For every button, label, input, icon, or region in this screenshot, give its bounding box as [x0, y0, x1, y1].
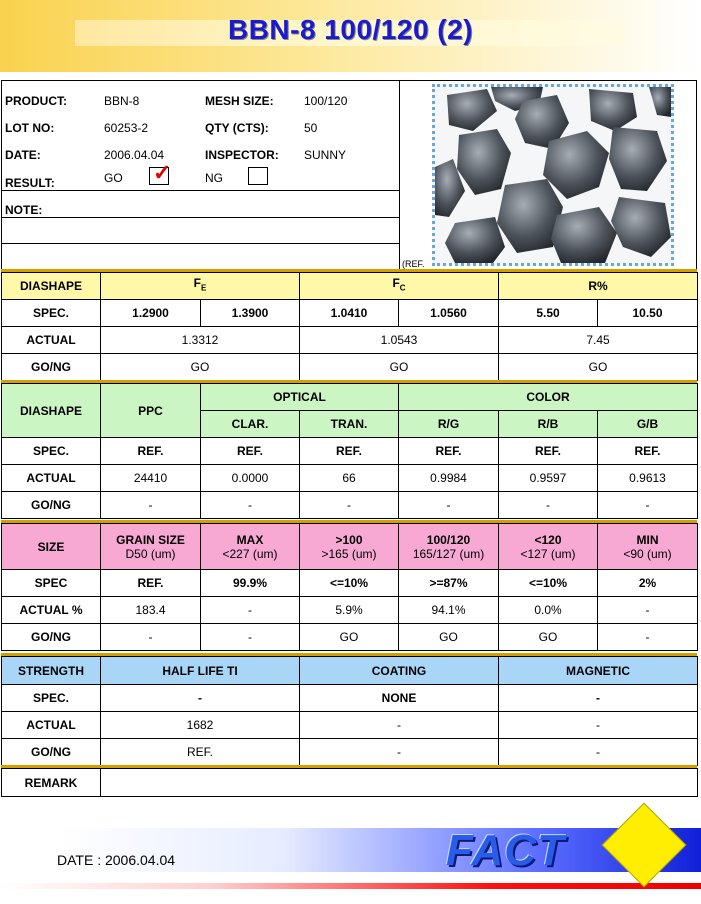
- table-cell: 0.0%: [499, 597, 598, 624]
- checkmark-icon: ✓: [153, 160, 172, 185]
- row-label: SPEC.: [2, 300, 101, 327]
- column-header-line2: <90 (um): [623, 546, 672, 561]
- table-row: [2, 465, 698, 492]
- table-cell: 0.9597: [499, 465, 598, 492]
- strength-table: [1, 656, 698, 766]
- diashape-optical-table: [1, 383, 698, 519]
- column-header: [598, 524, 698, 570]
- column-header: CLAR.: [201, 411, 300, 438]
- table-cell: 0.9984: [399, 465, 499, 492]
- table-cell: 1.0560: [399, 300, 499, 327]
- footer-red-stripe: [0, 883, 701, 889]
- table-cell: 99.9%: [201, 570, 300, 597]
- remark-table: [1, 768, 698, 797]
- table-header-row: [2, 524, 698, 570]
- table-cell: 24410: [101, 465, 201, 492]
- table-cell: -: [598, 597, 698, 624]
- table-cell: 1.3900: [201, 300, 300, 327]
- mesh-value: 100/120: [304, 94, 348, 108]
- row-label: SPEC: [2, 570, 101, 597]
- column-header: TRAN.: [300, 411, 399, 438]
- table-cell: <=10%: [499, 570, 598, 597]
- column-header-line1: MAX: [236, 532, 264, 547]
- divider: [2, 217, 399, 218]
- table-row: [2, 300, 698, 327]
- optical-header: OPTICAL: [201, 384, 399, 411]
- table-cell: -: [201, 492, 300, 519]
- remark-value: [101, 769, 698, 797]
- diashape-ratio-table: [1, 272, 698, 381]
- row-label: SPEC.: [2, 438, 101, 465]
- table-cell: 94.1%: [399, 597, 499, 624]
- column-header: [101, 524, 201, 570]
- table-cell: 0.9613: [598, 465, 698, 492]
- ng-option-label: NG: [205, 171, 223, 185]
- row-label: ACTUAL %: [2, 597, 101, 624]
- row-label: GO/NG: [2, 354, 101, 381]
- info-fields: [2, 81, 400, 269]
- grit-image: [435, 87, 671, 263]
- date-label: DATE:: [5, 148, 41, 162]
- table-row: [2, 739, 698, 766]
- product-value: BBN-8: [104, 94, 140, 108]
- table-cell: REF.: [101, 570, 201, 597]
- table-cell: <=10%: [300, 570, 399, 597]
- table-cell: 1.2900: [101, 300, 201, 327]
- table-cell: 1.3312: [101, 327, 300, 354]
- table-cell: -: [101, 685, 300, 712]
- column-header: MAGNETIC: [499, 657, 698, 685]
- column-header-line1: 100/120: [426, 532, 471, 547]
- column-header-line1: GRAIN SIZE: [116, 532, 185, 547]
- column-header: [399, 524, 499, 570]
- table-cell: 5.50: [499, 300, 598, 327]
- column-header: [499, 524, 598, 570]
- table-header-row: [2, 657, 698, 685]
- column-header-line1: >100: [335, 532, 363, 547]
- table-cell: -: [300, 712, 499, 739]
- table-cell: -: [598, 492, 698, 519]
- table-cell: -: [201, 624, 300, 651]
- table-cell: 183.4: [101, 597, 201, 624]
- row-label: GO/NG: [2, 492, 101, 519]
- remark-row: [2, 769, 698, 797]
- table-cell: 1.0543: [300, 327, 499, 354]
- note-label: NOTE:: [5, 203, 43, 217]
- table-row: [2, 570, 698, 597]
- product-label: PRODUCT:: [5, 94, 67, 108]
- table-cell: 1.0410: [300, 300, 399, 327]
- table-row: [2, 597, 698, 624]
- row-label: ACTUAL: [2, 465, 101, 492]
- table-cell: GO: [300, 354, 499, 381]
- table-cell: REF.: [598, 438, 698, 465]
- table-cell: -: [399, 492, 499, 519]
- row-label: ACTUAL: [2, 712, 101, 739]
- table-cell: NONE: [300, 685, 499, 712]
- inspector-label: INSPECTOR:: [205, 148, 279, 162]
- table-cell: -: [499, 712, 698, 739]
- column-header: R/G: [399, 411, 499, 438]
- column-header: [201, 524, 300, 570]
- table-row: [2, 685, 698, 712]
- ng-checkbox[interactable]: [248, 167, 268, 185]
- table-row: [2, 327, 698, 354]
- page-title: BBN-8 100/120 (2): [227, 14, 474, 45]
- table-cell: REF.: [201, 438, 300, 465]
- ppc-header: PPC: [101, 384, 201, 438]
- fc-letter: F: [392, 276, 400, 291]
- table-header-row: [2, 384, 698, 411]
- row-label: GO/NG: [2, 624, 101, 651]
- fact-logo: FACT: [446, 826, 565, 875]
- divider: [2, 243, 399, 244]
- table-cell: REF.: [101, 739, 300, 766]
- remark-label: REMARK: [2, 769, 101, 797]
- photo-ref-label: (REF.: [402, 259, 425, 269]
- table-cell: GO: [399, 624, 499, 651]
- mesh-label: MESH SIZE:: [205, 94, 274, 108]
- column-header-line2: >165 (um): [321, 546, 377, 561]
- header-band: [0, 0, 701, 72]
- table-cell: -: [598, 624, 698, 651]
- table-header-row: [2, 273, 698, 300]
- table-cell: GO: [101, 354, 300, 381]
- result-label: RESULT:: [5, 176, 55, 190]
- fc-header: [300, 273, 499, 300]
- table-cell: REF.: [499, 438, 598, 465]
- divider: [2, 190, 399, 191]
- color-header: COLOR: [399, 384, 698, 411]
- table-cell: -: [499, 685, 698, 712]
- table-cell: GO: [499, 624, 598, 651]
- table-row: [2, 712, 698, 739]
- row-label: GO/NG: [2, 739, 101, 766]
- table-row: [2, 624, 698, 651]
- column-header: COATING: [300, 657, 499, 685]
- table-cell: -: [201, 597, 300, 624]
- table-cell: GO: [300, 624, 399, 651]
- column-header-line1: MIN: [636, 532, 659, 547]
- table-cell: 5.9%: [300, 597, 399, 624]
- table-cell: -: [101, 492, 201, 519]
- table-cell: -: [499, 739, 698, 766]
- column-header-line2: <127 (um): [520, 546, 576, 561]
- column-header-line1: <120: [534, 532, 562, 547]
- table-cell: -: [300, 492, 399, 519]
- table-cell: -: [101, 624, 201, 651]
- diashape-header: DIASHAPE: [2, 273, 101, 300]
- footer-date: DATE : 2006.04.04: [57, 852, 176, 868]
- column-header-line2: <227 (um): [222, 546, 278, 561]
- table-cell: 10.50: [598, 300, 698, 327]
- size-table: [1, 523, 698, 651]
- table-cell: GO: [499, 354, 698, 381]
- strength-header: STRENGTH: [2, 657, 101, 685]
- table-cell: REF.: [399, 438, 499, 465]
- table-cell: 1682: [101, 712, 300, 739]
- lot-label: LOT NO:: [5, 121, 55, 135]
- column-header: [300, 524, 399, 570]
- diamond-logo-icon: [602, 803, 687, 888]
- fe-letter: F: [193, 276, 201, 291]
- column-header: HALF LIFE TI: [101, 657, 300, 685]
- column-header-line2: 165/127 (um): [412, 546, 485, 561]
- table-row: [2, 492, 698, 519]
- fe-subscript: E: [201, 283, 207, 293]
- table-cell: -: [300, 739, 499, 766]
- info-panel: [1, 80, 697, 270]
- diamond-grit-photo: [432, 84, 674, 266]
- row-label: SPEC.: [2, 685, 101, 712]
- inspector-value: SUNNY: [304, 148, 347, 162]
- column-header: G/B: [598, 411, 698, 438]
- table-cell: REF.: [300, 438, 399, 465]
- diashape-header: DIASHAPE: [2, 384, 101, 438]
- table-cell: -: [499, 492, 598, 519]
- go-option-label: GO: [104, 171, 123, 185]
- table-cell: >=87%: [399, 570, 499, 597]
- table-cell: 0.0000: [201, 465, 300, 492]
- row-label: ACTUAL: [2, 327, 101, 354]
- table-row: [2, 438, 698, 465]
- table-cell: REF.: [101, 438, 201, 465]
- date-value: 2006.04.04: [104, 148, 165, 162]
- size-header: SIZE: [2, 524, 101, 570]
- fc-subscript: C: [399, 283, 406, 293]
- qty-label: QTY (CTS):: [205, 121, 269, 135]
- table-cell: 2%: [598, 570, 698, 597]
- table-row: [2, 354, 698, 381]
- column-header: R/B: [499, 411, 598, 438]
- table-cell: 66: [300, 465, 399, 492]
- fe-header: [101, 273, 300, 300]
- lot-value: 60253-2: [104, 121, 149, 135]
- column-header-line2: D50 (um): [125, 546, 176, 561]
- r-percent-header: R%: [499, 273, 698, 300]
- qty-value: 50: [304, 121, 318, 135]
- table-cell: 7.45: [499, 327, 698, 354]
